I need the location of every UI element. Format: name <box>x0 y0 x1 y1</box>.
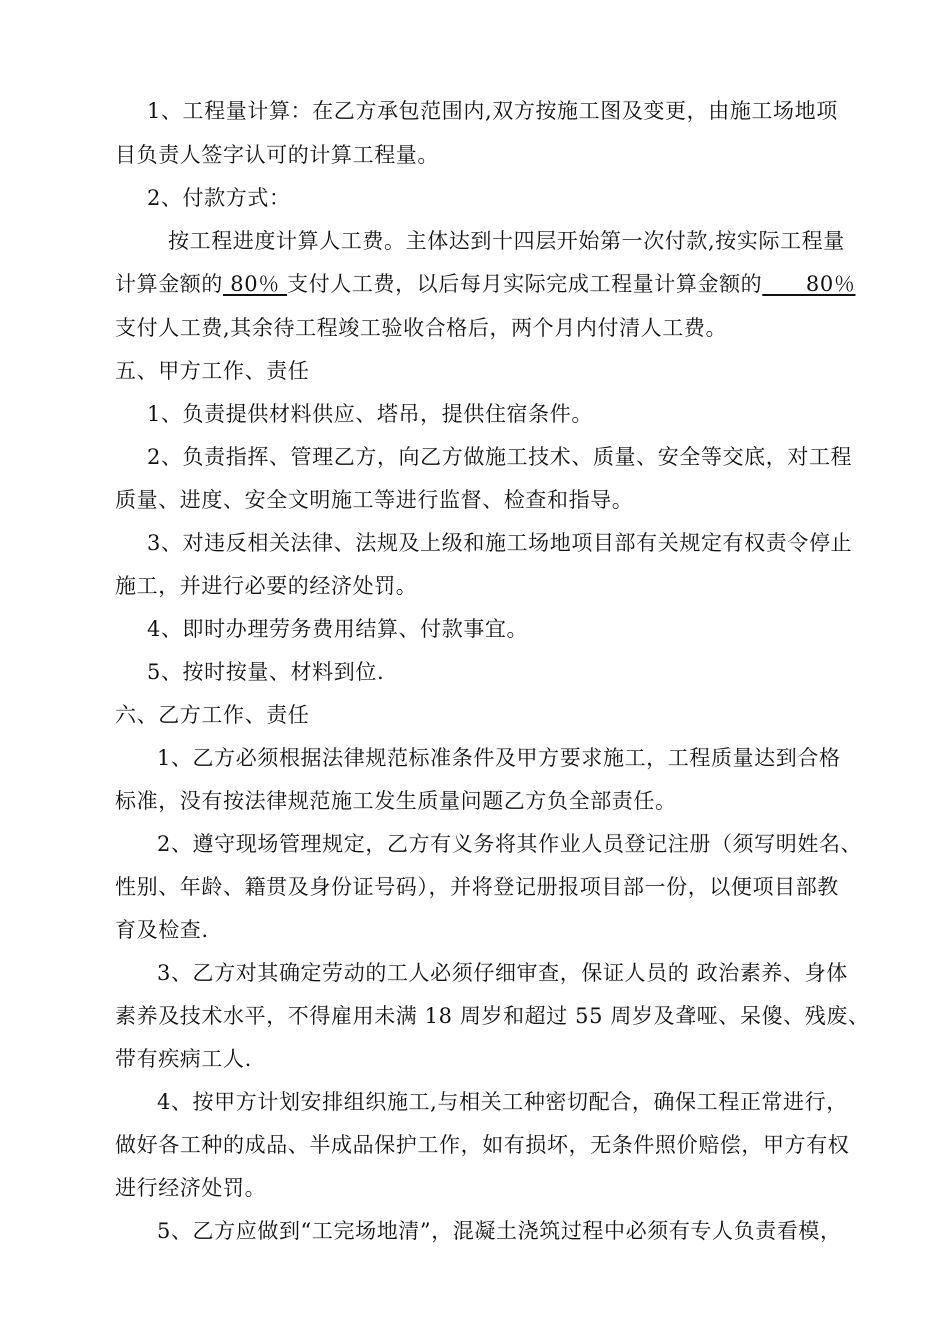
party-a-duty-3-line-2 <box>115 568 944 604</box>
text-segment: 1、负责提供材料供应、塔吊，提供住宿条件。 <box>147 402 593 426</box>
text-segment: 2、付款方式： <box>147 186 291 210</box>
party-a-duty-4 <box>147 611 944 647</box>
text-segment: 支付人工费，以后每月实际完成工程量计算金额的 <box>287 272 763 296</box>
text-segment: 5、按时按量、材料到位. <box>147 660 385 684</box>
clause-payment-method-heading <box>147 180 944 216</box>
text-segment: 质量、进度、安全文明施工等进行监督、检查和指导。 <box>115 488 634 512</box>
text-segment: 3、对违反相关法律、法规及上级和施工场地项目部有关规定有权责令停止 <box>147 531 853 555</box>
party-b-duty-4-line-3 <box>115 1170 944 1206</box>
party-b-duty-2-line-3 <box>115 912 944 948</box>
text-segment: 支付人工费,其余待工程竣工验收合格后，两个月内付清人工费。 <box>115 316 728 340</box>
text-segment: 性别、年龄、籍贯及身份证号码），并将登记册报项目部一份，以便项目部教 <box>115 875 839 899</box>
text-segment: 带有疾病工人. <box>115 1047 252 1071</box>
party-a-duty-3-line-1 <box>147 525 944 561</box>
text-segment: 标准，没有按法律规范施工发生质量问题乙方负全部责任。 <box>115 789 677 813</box>
party-a-duty-2-line-1 <box>147 439 944 475</box>
section-five-heading <box>115 353 944 389</box>
party-a-duty-5 <box>147 654 944 690</box>
party-a-duty-1 <box>147 396 944 432</box>
text-segment: 按工程进度计算人工费。主体达到十四层开始第一次付款,按实际工程量 <box>168 229 845 253</box>
party-b-duty-4-line-1 <box>157 1084 944 1120</box>
underlined-percentage: 80％ <box>762 272 856 296</box>
text-segment: 施工，并进行必要的经济处罚。 <box>115 574 418 598</box>
party-b-duty-3-line-1 <box>157 955 944 991</box>
party-b-duty-3-line-2 <box>115 998 944 1034</box>
party-b-duty-2-line-1 <box>157 826 944 862</box>
text-segment: 五、甲方工作、责任 <box>115 359 310 383</box>
text-segment: 2、遵守现场管理规定，乙方有义务将其作业人员登记注册（须写明姓名、 <box>157 832 863 856</box>
party-b-duty-5-line-1 <box>157 1213 944 1249</box>
text-segment: 计算金额的 <box>115 272 223 296</box>
text-segment: 2、负责指挥、管理乙方，向乙方做施工技术、质量、安全等交底，对工程 <box>147 445 853 469</box>
section-six-heading <box>115 697 944 733</box>
underlined-percentage: 80％ <box>223 272 288 296</box>
clause-payment-line-1 <box>168 223 944 259</box>
text-segment: 1、工程量计算：在乙方承包范围内,双方按施工图及变更，由施工场地项 <box>147 99 838 123</box>
text-segment: 5、乙方应做到“工完场地清”，混凝土浇筑过程中必须有专人负责看模， <box>157 1219 842 1243</box>
text-segment: 做好各工种的成品、半成品保护工作，如有损坏，无条件照价赔偿，甲方有权 <box>115 1133 850 1157</box>
clause-quantity-calculation-line-1 <box>147 93 944 129</box>
party-b-duty-3-line-3 <box>115 1041 944 1077</box>
text-segment: 六、乙方工作、责任 <box>115 703 310 727</box>
clause-payment-line-3 <box>115 310 944 346</box>
text-segment: 育及检查. <box>115 918 209 942</box>
text-segment: 3、乙方对其确定劳动的工人必须仔细审查，保证人员的 政治素养、身体 <box>157 961 848 985</box>
clause-payment-line-2 <box>115 266 944 302</box>
party-b-duty-1-line-1 <box>157 740 944 776</box>
clause-quantity-calculation-line-2 <box>115 137 944 173</box>
party-b-duty-2-line-2 <box>115 869 944 905</box>
party-a-duty-2-line-2 <box>115 482 944 518</box>
party-b-duty-4-line-2 <box>115 1127 944 1163</box>
text-segment: 素养及技术水平，不得雇用未满 18 周岁和超过 55 周岁及聋哑、呆傻、残废、 <box>115 1004 870 1028</box>
party-b-duty-1-line-2 <box>115 783 944 819</box>
text-segment: 4、即时办理劳务费用结算、付款事宜。 <box>147 617 529 641</box>
text-segment: 4、按甲方计划安排组织施工,与相关工种密切配合，确保工程正常进行， <box>157 1090 848 1114</box>
text-segment: 进行经济处罚。 <box>115 1176 267 1200</box>
text-segment: 1、乙方必须根据法律规范标准条件及甲方要求施工，工程质量达到合格 <box>157 746 841 770</box>
text-segment: 目负责人签字认可的计算工程量。 <box>115 143 439 167</box>
